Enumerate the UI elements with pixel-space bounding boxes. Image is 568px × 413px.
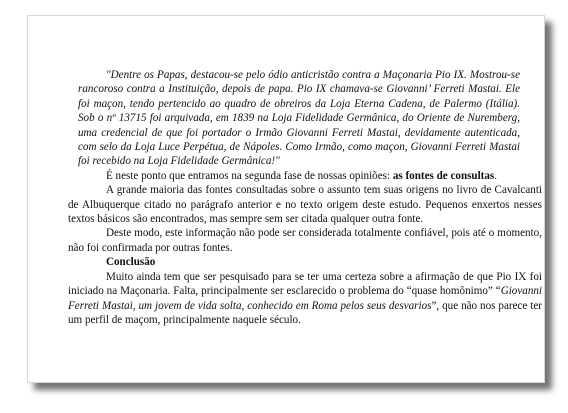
- paragraph-sources-origin: A grande maioria das fontes consultadas sobre o assunto tem suas origens no livro de Cavalcanti de Albuquerque citado no parágrafo anterior e no texto origem deste estudo. Pequenos enxertos nesses textos básicos são encontrados, mas sempre sem ser citada qualquer outra fonte.: [68, 184, 542, 226]
- sources-bold-phrase: as fontes de consultas: [392, 169, 495, 182]
- quote-paragraph: "Dentre os Papas, destacou-se pelo ódio anticristão contra a Maçonaria Pio IX. Mostrou-se rancoroso contra a Instituição, depois de papa. Pio IX chamava-se Giovanni’ Ferreti Mastai. Ele foi maçon, tendo pertencido ao quadro de obreiros da Loja Eterna Cadena, de Palermo (Itália). Sob o nº 13715 foi arquivada, em 1839 na Loja Fidelidade Germânica, do Oriente de Nuremberg, uma credencial de que foi portador o Irmão Giovanni Ferreti Mastai, devidamente autenticada, com selo da Loja Luce Perpétua, de Nápoles. Como Irmão, como maçon, Giovanni Ferreti Mastai foi recebido na Loja Fidelidade Germânica!": [78, 69, 520, 168]
- paragraph-sources-intro: [68, 169, 542, 183]
- conclusion-heading: Conclusão: [106, 256, 156, 269]
- document-page: [27, 15, 545, 383]
- paragraph-sources-intro-end: .: [494, 169, 498, 182]
- paragraph-conclusion-text: Muito ainda tem que ser pesquisado para se ter uma certeza sobre a afirmação de que Pio IX foi iniciado na Maçonaria. Falta, principalmente ser esclarecido o problema do “quase homônimo” “: [68, 270, 542, 298]
- paragraph-conclusion: [68, 270, 542, 328]
- paragraph-sources-intro-text: É neste ponto que entramos na segunda fase de nossas opiniões:: [106, 169, 393, 182]
- paragraph-reliability: Deste modo, este informação não pode ser considerada totalmente confiável, pois até o momento, não foi confirmada por outras fontes.: [68, 227, 542, 254]
- document-body: [68, 68, 542, 327]
- paragraph-conclusion-end: ”, que não nos parece ter um perfil de maçom, principalmente naquele século.: [68, 299, 542, 326]
- homonym-italic-phrase: Giovanni Ferreti Mastai, um jovem de vida solta, conhecido em Roma pelos seus desvarios: [68, 285, 542, 312]
